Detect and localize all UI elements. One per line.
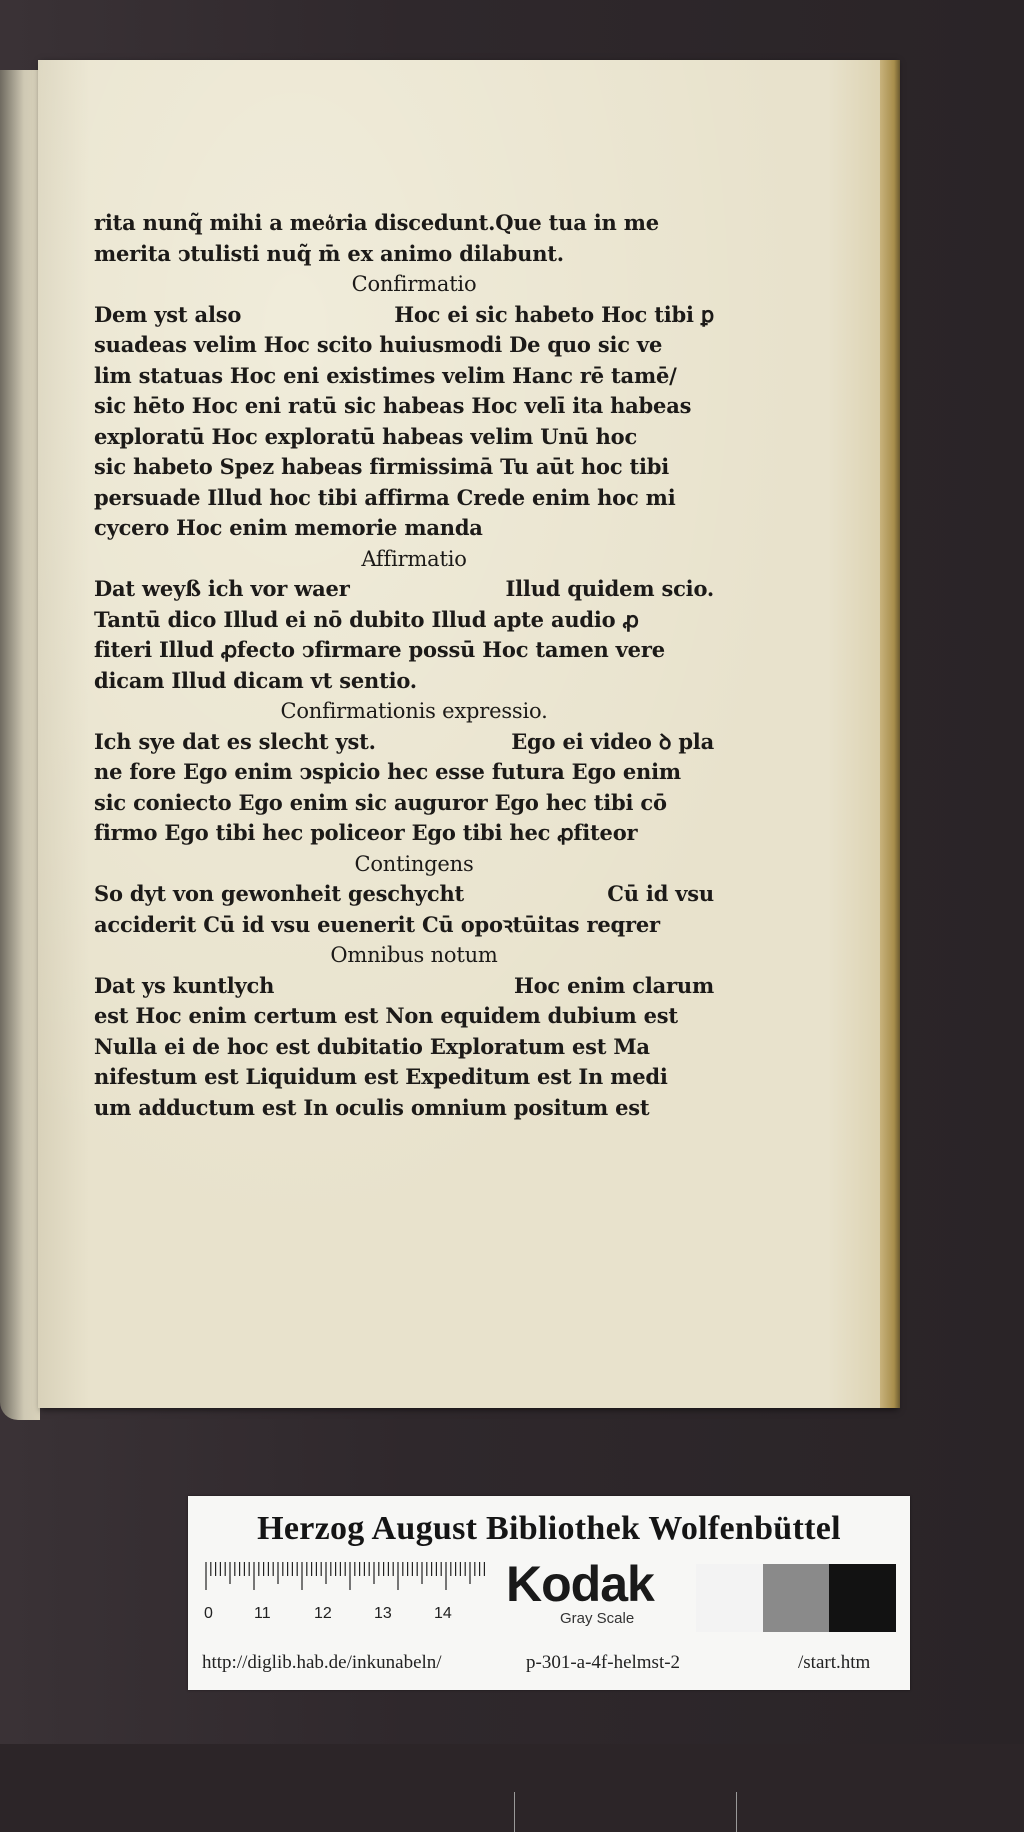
text-line-right: Cū id vsu bbox=[607, 881, 714, 906]
url-id[interactable]: p-301-a-4f-helmst-2 bbox=[526, 1652, 681, 1673]
text-line bbox=[94, 910, 714, 941]
line-text: exploratū Hoc exploratū habeas velim Unū hoc bbox=[94, 423, 638, 449]
section-heading bbox=[94, 940, 714, 971]
gray-patch-gray bbox=[763, 1564, 830, 1632]
ruler-number: 0 bbox=[204, 1605, 213, 1622]
line-text: firmo Ego tibi hec policeor Ego tibi hec ꝓfiteor bbox=[94, 820, 638, 845]
section-heading bbox=[94, 269, 714, 300]
ruler-number: 11 bbox=[254, 1605, 271, 1622]
line-text: nifestum est Liquidum est Expeditum est In medi bbox=[94, 1064, 668, 1089]
text-line bbox=[94, 788, 714, 819]
text-line bbox=[94, 605, 714, 636]
line-text: Nulla ei de hoc est dubitatio Exploratum est Ma bbox=[94, 1033, 650, 1059]
text-line bbox=[94, 330, 714, 361]
line-text: lim statuas Hoc eni existimes velim Hanc rē tamē/ bbox=[94, 362, 677, 388]
line-text: sic hēto Hoc eni ratū sic habeas Hoc velī ita habeas bbox=[94, 393, 692, 418]
text-line bbox=[94, 300, 714, 331]
heading-text: Affirmatio bbox=[361, 546, 467, 571]
line-text: sic habeto Spez habeas firmissimā Tu aūt hoc tibi bbox=[94, 454, 670, 479]
heading-text: Contingens bbox=[354, 851, 474, 876]
line-text: rita nunq̃ mihi a meo͛ria discedunt.Que tua in me bbox=[94, 210, 659, 235]
ruler-number: 13 bbox=[374, 1605, 392, 1622]
gray-patch-black bbox=[829, 1564, 896, 1632]
section-heading bbox=[94, 849, 714, 880]
text-line bbox=[94, 391, 714, 422]
text-line bbox=[94, 1093, 714, 1124]
left-page-stack bbox=[0, 70, 40, 1420]
line-text: persuade Illud hoc tibi affirma Crede enim hoc mi bbox=[94, 484, 676, 510]
line-text: um adductum est In oculis omnium positum est bbox=[94, 1094, 650, 1120]
text-line bbox=[94, 879, 714, 910]
text-line bbox=[94, 239, 714, 270]
section-heading bbox=[94, 544, 714, 575]
text-line bbox=[94, 574, 714, 605]
page-text bbox=[94, 208, 714, 1123]
text-line-left: So dyt von gewonheit geschycht bbox=[94, 881, 465, 906]
url-end[interactable]: /start.htm bbox=[798, 1652, 871, 1673]
line-text: dicam Illud dicam vt sentio. bbox=[94, 667, 417, 693]
text-line bbox=[94, 208, 714, 239]
ruler bbox=[202, 1558, 492, 1626]
line-text: fiteri Illud ꝓfecto ↄfirmare possū Hoc tamen vere bbox=[94, 637, 665, 662]
text-line bbox=[94, 1062, 714, 1093]
heading-text: Omnibus notum bbox=[330, 943, 498, 967]
heading-text: Confirmationis expressio. bbox=[280, 699, 548, 723]
ruler-number: 12 bbox=[314, 1605, 332, 1622]
line-text: cycero Hoc enim memorie manda bbox=[94, 515, 483, 540]
text-line-left: Ich sye dat es slecht yst. bbox=[94, 728, 376, 754]
text-line-right: Hoc enim clarum bbox=[513, 972, 714, 998]
line-text: merita ↄtulisti nuq̃ m̄ ex animo dilabunt. bbox=[94, 240, 564, 266]
text-line-left: Dat weyß ich vor waer bbox=[94, 576, 350, 601]
url-base[interactable]: http://diglib.hab.de/inkunabeln/ bbox=[202, 1652, 442, 1673]
line-text: acciderit Cū id vsu euenerit Cū opoꝛtūitas reqrer bbox=[94, 911, 660, 937]
text-line bbox=[94, 971, 714, 1002]
text-line bbox=[94, 666, 714, 697]
text-line bbox=[94, 757, 714, 788]
page-edge bbox=[880, 60, 900, 1408]
library-card bbox=[188, 1496, 910, 1690]
text-line-right: Hoc ei sic habeto Hoc tibi ꝑ bbox=[394, 301, 714, 327]
text-line bbox=[94, 513, 714, 544]
line-text: sic coniecto Ego enim sic auguror Ego hec tibi cō bbox=[94, 789, 667, 815]
text-line-left: Dem yst also bbox=[94, 301, 242, 327]
text-line bbox=[94, 361, 714, 392]
section-heading bbox=[94, 696, 714, 727]
line-text: ne fore Ego enim ↄspicio hec esse futura Ego enim bbox=[94, 759, 681, 784]
text-line bbox=[94, 818, 714, 849]
text-line bbox=[94, 483, 714, 514]
text-line bbox=[94, 1032, 714, 1063]
text-line bbox=[94, 1001, 714, 1032]
kodak-logo: Kodak bbox=[506, 1556, 654, 1612]
heading-text: Confirmatio bbox=[351, 272, 477, 296]
text-line bbox=[94, 635, 714, 666]
gray-patch-white bbox=[696, 1564, 763, 1632]
line-text: est Hoc enim certum est Non equidem dubium est bbox=[94, 1003, 678, 1028]
library-title: Herzog August Bibliothek Wolfenbüttel bbox=[257, 1510, 841, 1547]
gray-scale-patches bbox=[696, 1564, 896, 1632]
line-text: Tantū dico Illud ei nō dubito Illud apte audio ꝓ bbox=[94, 606, 639, 632]
url-divider bbox=[514, 1792, 515, 1832]
text-line-left: Dat ys kuntlych bbox=[94, 972, 275, 998]
text-line bbox=[94, 727, 714, 758]
text-line-right: Ego ei video ꝺ pla bbox=[511, 728, 714, 754]
ruler-number: 14 bbox=[434, 1605, 452, 1622]
text-line bbox=[94, 422, 714, 453]
text-line-right: Illud quidem scio. bbox=[505, 576, 714, 601]
line-text: suadeas velim Hoc scito huiusmodi De quo sic ve bbox=[94, 332, 663, 357]
url-row bbox=[188, 1646, 910, 1680]
url-divider bbox=[736, 1792, 737, 1832]
kodak-gray-scale-label: Gray Scale bbox=[560, 1610, 635, 1627]
text-line bbox=[94, 452, 714, 483]
